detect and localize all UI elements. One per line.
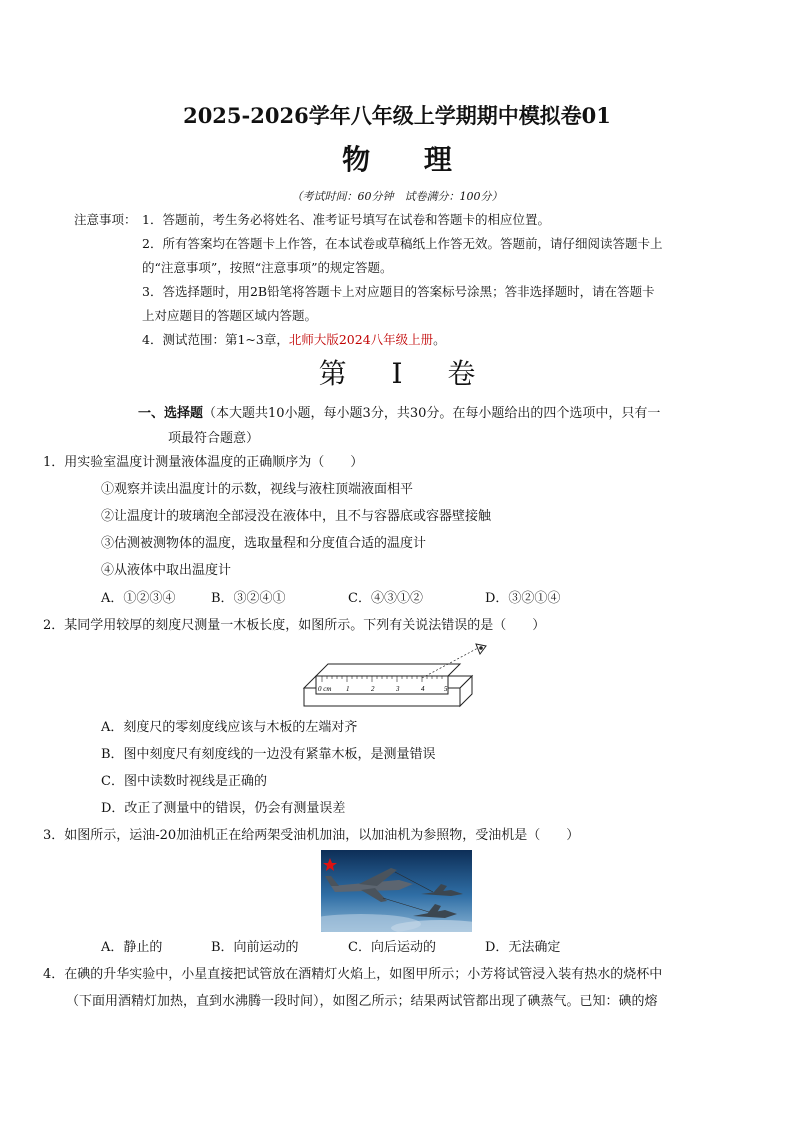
ruler-label-3: 3 [396,685,400,693]
ruler-label-4: 4 [421,685,425,693]
q3-stem: 3．如图所示，运油-20加油机正在给两架受油机加油，以加油机为参照物，受油机是（ ） [43,828,580,843]
q2-stem: 2．某同学用较厚的刻度尺测量一木板长度，如图所示。下列有关说法错误的是（ ） [43,618,546,633]
note-item-1: 1．答题前，考生务必将姓名、准考证号填写在试卷和答题卡的相应位置。 [142,212,550,227]
volume-title: 第 I 卷 [318,357,494,390]
section-heading [138,402,660,421]
q3-option-b: B．向前运动的 [211,940,299,955]
q1-step: ②让温度计的玻璃泡全部浸没在液体中，且不与容器底或容器壁接触 [101,509,492,524]
ruler-label-1: 1 [346,685,350,693]
q3-option-a: A．静止的 [101,940,163,955]
ruler-top [316,664,460,676]
q2-option-d: D．改正了测量中的错误，仍会有测量误差 [101,801,346,816]
note-item-2: 2．所有答案均在答题卡上作答，在本试卷或草稿纸上作答无效。答题前，请仔细阅读答题卡上 [142,236,663,251]
note-item-4-prefix: 4．测试范围：第1~3章， [142,332,289,347]
q1-option-c: C．④③①② [348,591,423,606]
q1-option-d: D．③②①④ [485,591,561,606]
section-label: 一、选择题 [138,406,204,421]
eye-pupil-icon [479,646,483,650]
note-item-2-cont: 的“注意事项”，按照“注意事项”的规定答题。 [142,260,393,275]
ruler-label-5: 5 [444,685,448,693]
q3-option-c: C．向后运动的 [348,940,436,955]
page-title: 2025-2026学年八年级上学期期中模拟卷01 [183,103,611,128]
q4-stem: 4．在碘的升华实验中，小星直接把试管放在酒精灯火焰上，如图甲所示；小芳将试管浸入装有热水的烧杯中 [43,967,663,982]
q1-option-a: A．①②③④ [101,591,176,606]
q1-step: ④从液体中取出温度计 [101,563,232,578]
section-desc-cont: 项最符合题意） [168,431,260,446]
q3-option-d: D．无法确定 [485,940,561,955]
q2-option-c: C．图中读数时视线是正确的 [101,774,267,789]
ruler-label-2: 2 [371,685,375,693]
subject-title: 物 理 [342,143,474,176]
q1-step: ①观察并读出温度计的示数，视线与液柱顶端液面相平 [101,482,414,497]
q2-option-b: B．图中刻度尺有刻度线的一边没有紧靠木板，是测量错误 [101,747,436,762]
note-item-4-suffix: 。 [433,332,446,347]
note-item-3-cont: 上对应题目的答题区域内答题。 [142,308,318,323]
section-desc: （本大题共10小题，每小题3分，共30分。在每小题给出的四个选项中，只有一 [203,406,661,421]
ruler-figure [300,638,500,716]
q4-stem-cont: （下面用酒精灯加热，直到水沸腾一段时间），如图乙所示；结果两试管都出现了碘蒸气。已知：碘的熔 [66,994,658,1009]
q1-stem: 1．用实验室温度计测量液体温度的正确顺序为（ ） [43,455,364,470]
note-item-3: 3．答选择题时，用2B铅笔将答题卡上对应题目的答案标号涂黑；答非选择题时，请在答题卡 [142,284,655,299]
note-item-4-scope: 北师大版2024八年级上册 [288,332,434,347]
refueling-photo [321,850,472,932]
q1-step: ③估测被测物体的温度，选取量程和分度值合适的温度计 [101,536,427,551]
notes-label: 注意事项： [74,212,137,227]
ruler-label-0: 0 cm [318,685,332,693]
exam-info: （考试时间：60分钟 试卷满分：100分） [291,190,503,203]
note-item-4 [142,330,446,348]
q1-option-b: B．③②④① [211,591,286,606]
q2-option-a: A．刻度尺的零刻度线应该与木板的左端对齐 [101,720,358,735]
